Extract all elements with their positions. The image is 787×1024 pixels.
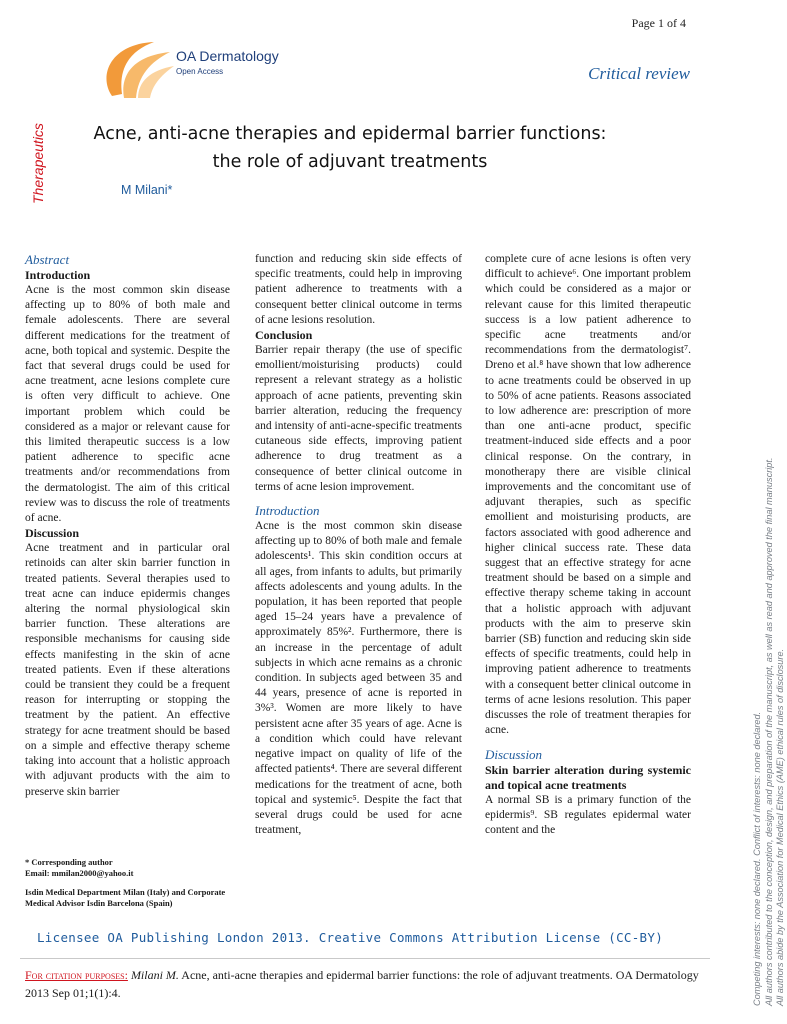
citation-text: Acne, anti-acne therapies and epidermal barrier functions: the role of adjuvant treatments. OA Dermatology 2013 Sep 01;1(1):4.	[25, 968, 699, 1000]
introduction-heading: Introduction	[255, 503, 320, 519]
discussion-heading: Discussion	[485, 746, 543, 762]
journal-logo	[92, 36, 282, 106]
article-type: Critical review	[588, 64, 690, 83]
disclosure-line-1: Competing interests: none declared. Conflict of interests: none declared.	[752, 711, 762, 1006]
abstract-discussion-text: Acne treatment and in particular oral retinoids can alter skin barrier function in treated patients. Several therapies used to treat acne can induce epidermis changes altering the normal physiological skin barrier function. These alterations are responsible mechanisms for causing side effects manifesting in the skin of acne treated patients. Even if these alterations could be transient they could be a frequent reason for interrupting or stopping the treatment by the patient. An effective strategy for acne treatment should be based on a simple and effective therapy scheme taking into account that a holistic approach with adjuvant products with the aim to preserve skin barrier	[25, 542, 230, 798]
article-title	[40, 120, 660, 176]
column-2	[255, 252, 462, 838]
disclosure-line-2: All authors contributed to the conception, design, and preparation of the manuscript, as well as read and approved the final manuscript.	[763, 457, 774, 1006]
category-label: Therapeutics	[30, 123, 46, 204]
page-number: Page 1 of 4	[631, 16, 686, 30]
column-1	[25, 252, 230, 800]
column-3	[485, 252, 691, 838]
citation	[25, 966, 705, 1002]
title-line-2: the role of adjuvant treatments	[212, 152, 488, 172]
conclusion-text: Barrier repair therapy (the use of specific emollient/moisturising products) could represent a relevant strategy as a holistic approach of acne patients, preventing skin barrier alteration, reducing the frequency and intensity of anti-acne-specific treatments cutaneous side effects, improving patient adherence to drug treatment as a consequence of better clinical outcome in terms of acne lesion improvement.	[255, 344, 462, 493]
abstract-intro-text: Acne is the most common skin disease affecting up to 80% of both male and female adolescents. There are several different medications for the treatment of acne, both topical and systemic. Despite the fact that several drugs could be used for acne treatment, acne lesions complete cure is often very difficult to achieve. One important problem which could be considered as a major or relevant cause for this limited therapeutic success is a low patient adherence to specific acne treatments and/or recommendations from the dermatologist. The aim of this critical review was to discuss the role of treatments of acne.	[25, 284, 230, 525]
citation-author: Milani M.	[130, 968, 179, 982]
license-line: Licensee OA Publishing London 2013. Creative Commons Attribution License (CC-BY)	[36, 930, 664, 945]
discussion-subheading: Skin barrier alteration during systemic and topical acne treatments	[485, 762, 691, 792]
title-line-1: Acne, anti-acne therapies and epidermal barrier functions:	[93, 124, 607, 144]
footer-divider	[20, 958, 710, 959]
disclosure-line-3: All authors abide by the Association for Medical Ethics (AME) ethical rules of disclosure.	[775, 648, 785, 1006]
discussion-text: A normal SB is a primary function of the epidermis⁹. SB regulates epidermal water content and the	[485, 793, 691, 836]
disclosure-sidebar	[752, 386, 787, 1006]
journal-name: OA Dermatology	[176, 48, 279, 64]
abstract-heading: Abstract	[25, 252, 70, 267]
abstract-discussion-heading: Discussion	[25, 526, 80, 541]
author-name: M Milani*	[121, 183, 173, 197]
abstract-intro-heading: Introduction	[25, 268, 91, 282]
author-affiliation: Isdin Medical Department Milan (Italy) and Corporate Medical Advisor Isdin Barcelona (Spain)	[25, 887, 226, 908]
corresponding-author-note	[25, 857, 235, 909]
logo-swoosh-icon	[92, 36, 176, 106]
corresponding-label: * Corresponding author	[25, 857, 113, 867]
conclusion-heading: Conclusion	[255, 328, 313, 343]
journal-subtitle: Open Access	[176, 67, 224, 76]
introduction-continuation: complete cure of acne lesions is often very difficult to achieve⁶. One important problem which could be considered as a major or relevant cause for this limited therapeutic success is a low patient adherence to specific acne treatments and/or recommendations from the dermatologist⁷. Dreno et al.⁸ have shown that low adherence to acne treatments could be observed in up to 50% of acne patients. Reasons associated to low adherence are: prescription of more than one anti-acne product, specific treatment-induced side effects and a poor clinical response. On the contrary, in monotherapy there are visible clinical improvements and the concomitant use of adjuvant therapies, such as specific emollient and moisturising products, are factors associated with good adherence and higher clinical success rate. These data suggest that an effective strategy for acne treatment should be based on a simple and effective therapy scheme taking in account that a holistic approach with adjuvant products with the aim to preserve skin barrier (SB) function and reducing skin side effects of specific treatments, could help in improving patient adherence to treatments with a consequent better clinical outcome in terms of acne lesions resolution. This paper discusses the role of treatment therapies for acne.	[485, 253, 691, 737]
author-email[interactable]: Email: mmilan2000@yahoo.it	[25, 868, 134, 878]
abstract-continuation: function and reducing skin side effects of specific treatments, could help in improving patient adherence to treatments with a consequent better clinical outcome in terms of acne lesions resolution.	[255, 253, 462, 326]
citation-label: For citation purposes:	[25, 968, 128, 982]
introduction-text: Acne is the most common skin disease affecting up to 80% of both male and female adolescents¹. This skin condition occurs at all ages, from infants to adults, but primarily affects adolescents and young adults. In the population, it has been reported that people aged 15–24 years have a prevalence of approximately 85%². Furthermore, there is an increase in the percentage of adult subjects in which acne remains as a chronic condition. In subjects aged between 35 and 44 years, presence of acne is reported in 3%³. Women are more likely to have persistent acne after 35 years of age. Acne is a condition which could have relevant negative impact on quality of life of the affected patients⁴. There are several different medications for the treatment of acne, both topical and systemic⁵. Despite the fact that several drugs could be used for acne treatment,	[255, 520, 462, 837]
